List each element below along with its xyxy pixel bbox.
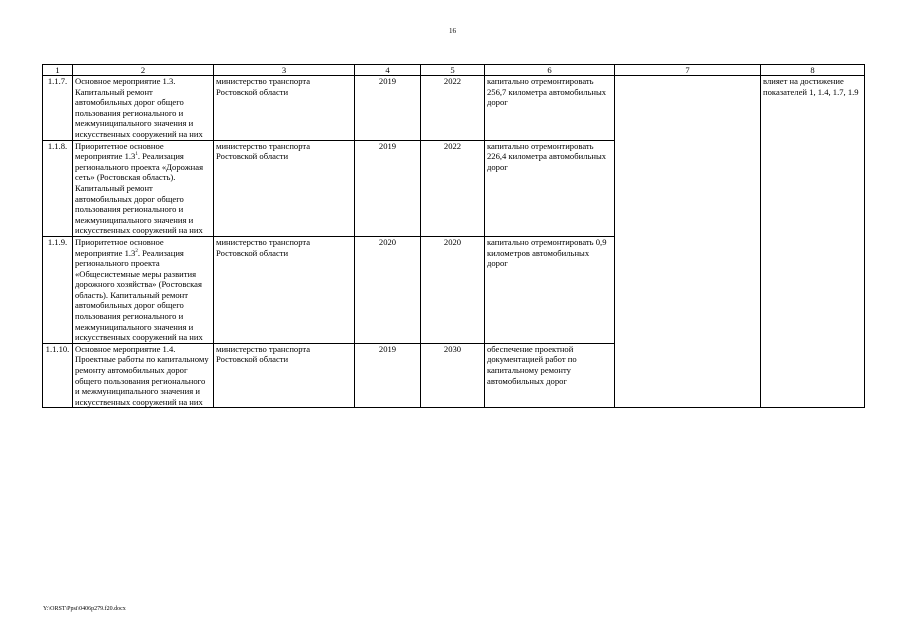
start-year: 2019 (355, 343, 421, 408)
end-year: 2022 (421, 76, 485, 141)
measure-name: Основное мероприятие 1.3. Капитальный ремонт автомобильных дорог общего пользования регионального и межмуниципального значения и искусственных сооружений на них (73, 76, 214, 141)
column-header-4: 4 (355, 65, 421, 76)
page-number: 16 (449, 27, 456, 35)
expected-result: капитально отремонтировать 256,7 километра автомобильных дорог (485, 76, 615, 141)
expected-result: капитально отремонтировать 226,4 километра автомобильных дорог (485, 140, 615, 236)
consequences-cell (615, 76, 761, 408)
expected-result: капитально отремонтировать 0,9 километров автомобильных дорог (485, 236, 615, 343)
indicators-link-cell: влияет на достижение показателей 1, 1.4, 1.7, 1.9 (761, 76, 865, 408)
column-header-1: 1 (43, 65, 73, 76)
measure-name: Приоритетное основное мероприятие $1.3^2$. Реализация регионального проекта «Общесистемные меры развития дорожного хозяйства» (Ростовская область). Капитальный ремонт автомобильных дорог общего пользования регионального и межмуниципального значения и искусственных сооружений на них (73, 236, 214, 343)
executor: министерство транспорта Ростовской области (214, 343, 355, 408)
document-file-path: Y:\ORST\Ppsi\0406p279.f20.docx (43, 606, 126, 612)
executor: министерство транспорта Ростовской области (214, 140, 355, 236)
start-year: 2019 (355, 140, 421, 236)
row-number: 1.1.7. (43, 76, 73, 141)
column-header-7: 7 (615, 65, 761, 76)
row-number: 1.1.10. (43, 343, 73, 408)
executor: министерство транспорта Ростовской области (214, 236, 355, 343)
row-number: 1.1.9. (43, 236, 73, 343)
start-year: 2020 (355, 236, 421, 343)
column-header-6: 6 (485, 65, 615, 76)
start-year: 2019 (355, 76, 421, 141)
measure-name: Приоритетное основное мероприятие $1.3^1$. Реализация регионального проекта «Дорожная сеть» (Ростовская область). Капитальный ремонт автомобильных дорог общего пользования регионального и межмуниципального значения и искусственных сооружений на них (73, 140, 214, 236)
column-header-2: 2 (73, 65, 214, 76)
header-row (43, 65, 865, 76)
expected-result: обеспечение проектной документацией работ по капитальному ремонту автомобильных дорог (485, 343, 615, 408)
program-measures-table (42, 64, 865, 408)
column-header-5: 5 (421, 65, 485, 76)
executor: министерство транспорта Ростовской области (214, 76, 355, 141)
table-row (43, 76, 865, 141)
end-year: 2020 (421, 236, 485, 343)
row-number: 1.1.8. (43, 140, 73, 236)
end-year: 2022 (421, 140, 485, 236)
end-year: 2030 (421, 343, 485, 408)
measure-name: Основное мероприятие 1.4. Проектные работы по капитальному ремонту автомобильных дорог общего пользования регионального и межмуниципального значения и искусственных сооружений на них (73, 343, 214, 408)
column-header-8: 8 (761, 65, 865, 76)
column-header-3: 3 (214, 65, 355, 76)
